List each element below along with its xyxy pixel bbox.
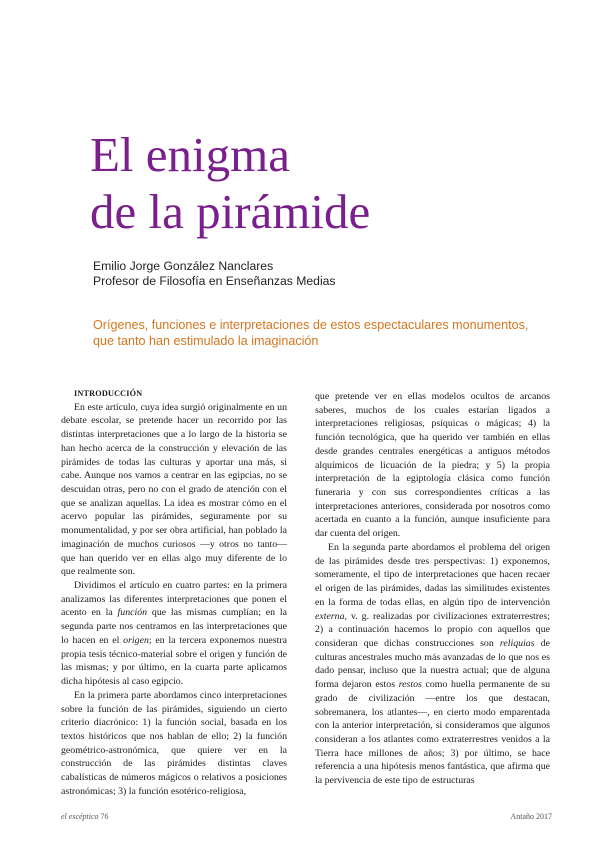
section-heading: INTRODUCCIÓN	[74, 389, 143, 398]
body-column-right	[315, 390, 550, 788]
author-block	[93, 259, 513, 289]
paragraph: En la segunda parte abordamos el problema del origen de las pirámides desde tres perspectivas: 1) exponemos, someramente, el tipo de interpretaciones que hacen recaer el origen de las pirámides, dadas las similitudes existentes en la forma de todas ellas, en algún tipo de intervención externa, v. g. realizadas por civilizaciones extraterrestres; 2) a continuación hacemos lo propio con aquellos que consideran que dichas construcciones son reliquias de culturas ancestrales mucho más avanzadas de lo que nos es dado pensar, incluso que la nuestra actual; que de alguna forma dejaron estos restos como huella permanente de su grado de civilización —entre los que destacan, sobremanera, los atlantes—, en cierto modo emparentada con la anterior interpretación, si consideramos que algunos consideran a los atlantes como extraterrestres venidos a la Tierra hace millones de años; 3) por último, se hace referencia a una hipótesis menos fantástica, que afirma que la pervivencia de este tipo de estructuras	[315, 541, 551, 787]
title-line-2: de la pirámide	[90, 184, 371, 239]
author-role: Profesor de Filosofía en Enseñanzas Medias	[93, 274, 336, 288]
page-number: 76	[100, 812, 109, 821]
author-name: Emilio Jorge González Nanclares	[93, 259, 274, 273]
footer-left	[61, 812, 109, 821]
article-subtitle: Orígenes, funciones e interpretaciones de estos espectaculares monumentos, que tanto han estimulado la imaginación	[93, 318, 529, 348]
paragraph: que pretende ver en ellas modelos ocultos de arcanos saberes, muchos de los cuales estarían ligados a interpretaciones religiosas, psíquicas o mágicas; 4) la función tecnológica, que ha querido ver también en ellas desde grandes centrales energéticas a antiguos métodos alquímicos de licuación de la piedra; y 5) la propia interpretación de la egiptología clásica como función funeraria y con sus correspondientes críticas a las interpretaciones anteriores, considerada por nosotros como acertada en cuanto a la función, aunque insuficiente para dar cuenta del origen.	[315, 391, 550, 540]
article-title	[90, 126, 550, 240]
title-line-1: El enigma	[90, 127, 291, 182]
footer-issue: Antaño 2017	[510, 812, 552, 821]
paragraph: En este artículo, cuya idea surgió originalmente en un debate escolar, se pretende hacer un recorrido por las distintas interpretaciones que a lo largo de la historia se han hecho acerca de la construcción y elevación de las pirámides de todas las culturas y aportar una más, si cabe. Aunque nos vamos a centrar en las egipcias, no se descuidan otras, pero no con el grado de atención con el que se analizan aquellas. La idea es mostrar cómo en el acervo popular las pirámides, seguramente por su monumentalidad, y por ser obra artificial, han poblado la imaginación de muchos curiosos —y otros no tanto— que han querido ver en ellas algo muy diferente de lo que realmente son.	[61, 401, 287, 578]
paragraph: En la primera parte abordamos cinco interpretaciones sobre la función de las pirámides, siguiendo un cierto criterio diacrónico: 1) la función social, basada en los textos históricos que nos hablan de ello; 2) la función geométrico-astronómica, que quiere ver en la construcción de las pirámides distintas claves cabalísticas de números mágicos o relativos a posiciones astronómicas; 3) la función esotérico-religiosa,	[61, 689, 287, 797]
body-column-left	[61, 387, 287, 799]
magazine-name: el escéptico	[61, 812, 99, 821]
paragraph: Dividimos el artículo en cuatro partes: en la primera analizamos las diferentes interpretaciones que ponen el acento en la función que las mismas cumplían; en la segunda parte nos centramos en las interpretaciones que lo hacen en el origen; en la tercera exponemos nuestra propia tesis técnico-material sobre el origen y función de las mismas; y por último, en la cuarta parte aplicamos dicha hipótesis al caso egipcio.	[61, 580, 287, 688]
